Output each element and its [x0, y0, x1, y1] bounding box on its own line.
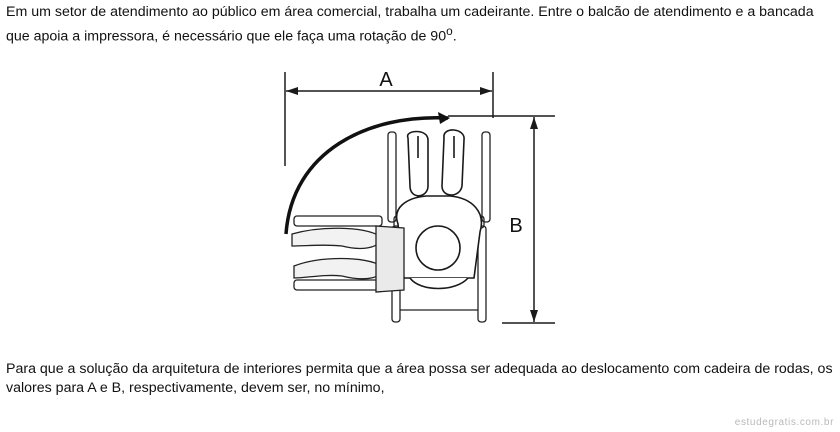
label-a: A: [379, 69, 393, 91]
dimension-a-arrow-right: [480, 87, 492, 95]
dimension-a-arrow-left: [286, 87, 298, 95]
rotation-arrowhead: [438, 112, 450, 124]
question-intro: [6, 3, 834, 47]
question-followup: Para que a solução da arquitetura de interiores permita que a área possa ser adequada ao deslocamento com cadeira de rodas, os valores para A e B, respectivamente, devem ser, no mínimo,: [6, 361, 833, 396]
intro-text: Em um setor de atendimento ao público em área comercial, trabalha um cadeirante. Entre o balcão de atendimento e a bancada que apoia a impressora, é necessário que ele faça uma rotação de 90: [6, 4, 814, 45]
wheelchair-rotation-figure: [280, 66, 570, 332]
wheelchair-sideways: [292, 216, 404, 292]
dimension-b-arrow-top: [530, 117, 538, 129]
intro-end: .: [452, 28, 457, 45]
label-b: B: [509, 215, 523, 237]
degree-superscript: o: [446, 24, 453, 38]
site-watermark: estudegratis.com.br: [734, 417, 834, 428]
dimension-b-arrow-bottom: [530, 310, 538, 322]
wheelchair-user-upright: [397, 130, 482, 289]
